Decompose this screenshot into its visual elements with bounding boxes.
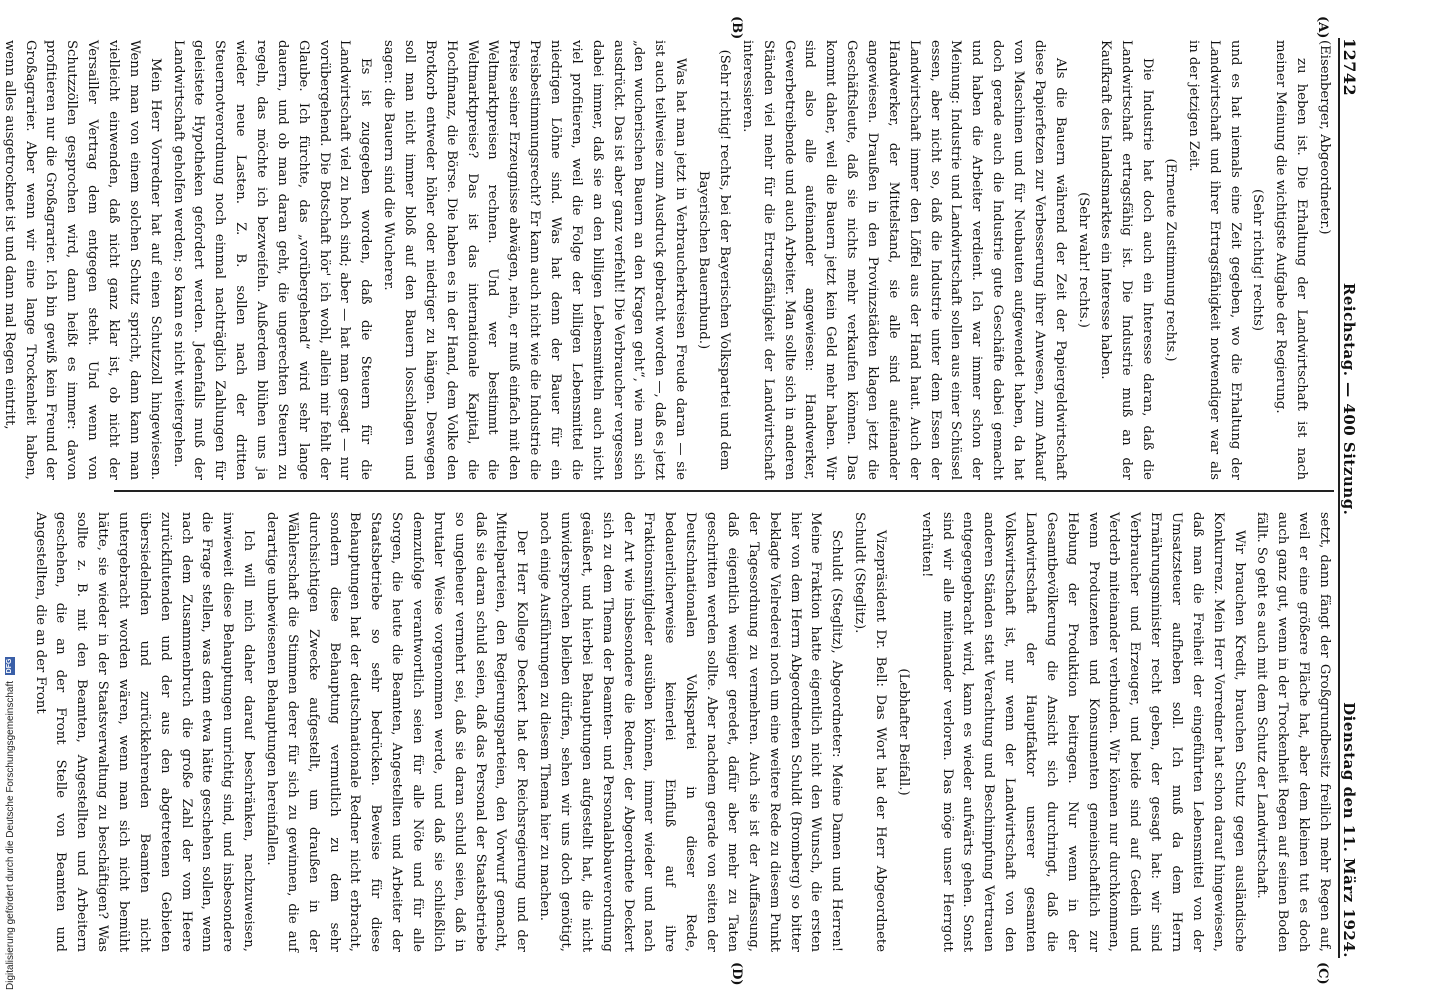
column-divider <box>114 490 1334 492</box>
paragraph: Wir brauchen Kredit, brauchen Schutz gegen ausländische Konkurrenz. Mein Herr Vorredner hat schon darauf hingewiesen, daß man die Freiheit der eingeführten Lebensmittel von der Umsatzsteuer aufheben soll. Ich muß da dem Herrn Ernährungsminister recht geben, der gesagt hat: wir sind Verbraucher und Erzeuger, und beide sind auf Gedeih und Verderb miteinander verbunden. Wir können nur durchkommen, wenn Produzenten und Konsumenten gemeinschaftlich zur Hebung der Produktion beitragen. Nur wenn in der Gesamtbevölkerung die Ansicht sich durchringt, daß die Landwirtschaft der Hauptfaktor unserer gesamten Volkswirtschaft ist, nur wenn der Landwirtschaft von den anderen Ständen statt Verachtung und Beschimpfung Vertrauen entgegengebracht wird, kann es wieder aufwärts gehen. Sonst sind wir alle miteinander verloren. Das möge unser Herrgott verhüten! <box>918 512 1247 952</box>
paragraph: (Lebhafter Beifall.) <box>895 668 911 796</box>
page-number: 12742 <box>1340 38 1359 97</box>
paragraph: Die Industrie hat doch auch ein Interesse daran, daß die Landwirtschaft ertragsfähig ist. Die Industrie muß an der Kaufkraft des Inlandsmarktes ein Interesse haben. <box>1098 40 1156 480</box>
paragraph: (Sehr richtig! rechts, bei der Bayerischen Volkspartei und dem Bayerischen Bauernbund.) <box>696 49 732 471</box>
paragraph: Was hat man jetzt in Verbraucherkreisen Freude daran — sie ist auch teilweise zum Ausdruck gebracht worden —, daß es jetzt „den wucherischen Bauern an den Kragen geht“, wie man sich ausdrückt. Das ist aber ganz verfehlt! Die Verbraucher vergessen dabei immer, daß sie an den billigen Lebensmitteln auch nicht viel profitieren, weil die Folge der billigen Lebensmittel die niedrigen Löhne sind. Was hat denn der Bauer für ein Preisbestimmungsrecht? Er kann auch nicht wie die Industrie die Preise seiner Erzeugnisse abwägen, nein, er muß einfach mit den Weltmarktpreisen rechnen. Und wer bestimmt die Weltmarktpreise? Das ist das internationale Kapital, die Hochfinanz, die Börse. Die haben es in der Hand, dem Volke den Brotkorb entweder höher oder niedriger zu hängen. Deswegen soll man nicht immer bloß auf den Bauern losschlagen und sagen: die Bauern sind die Wucherer. <box>381 40 689 480</box>
paragraph: Schuldt (Steglitz), Abgeordneter: Meine Damen und Herren! Meine Fraktion hatte eigentlich nicht den Wunsch, die ersten hier von dem Herrn Abgeordneten Schuldt (Bromberg) so bitter beklagte Vielrederei noch um eine weitere Rede zu diesem Punkt der Tagesordnung zu vermehren. Auch sie ist der Auffassung, daß eigentlich weniger geredet, dafür aber mehr zu Taten geschritten werden sollte. Aber nachdem gerade von seiten der Deutschnationalen Volkspartei in dieser Rede, bedauerlicherweise keinerlei Einfluß auf ihre Fraktionsmitglieder ausüben können, immer wieder und nach der Art wie insbesondere die Redner, der Abgeordnete Deckert sich zu dem Thema der Beamten- und Personalabbauverordnung geäußert, und hierbei Behauptungen aufgestellt hat, die nicht unwidersprochen bleiben dürfen, sehen wir uns doch genötigt, noch einige Ausführungen zu diesem Thema hier zu machen. <box>537 512 845 952</box>
margin-mark-c: (C) <box>1315 962 1330 985</box>
margin-mark-a: (A) <box>1315 16 1330 39</box>
header-date: Dienstag den 11. März 1924. <box>1340 702 1358 958</box>
paragraph: Ich will mich daher darauf beschränken, nachzuweisen, inwieweit diese Behauptungen unrichtig sind, und insbesondere die Frage stellen, was denn etwa hätte geschehen sollen, wenn nach dem Zusammenbruch die große Zahl der vom Heere zurückflutenden und der aus den abgetretenen Gebieten übersiedelnden und zurückkehrenden Beamten nicht untergebracht worden wären, wenn man sich nicht bemüht hätte, sie wieder in der Staatsverwaltung zu beschäftigen? Was sollte z. B. mit den Beamten, Angestellten und Arbeitern geschehen, die an der Front Stelle von Beamten und Angestellten, die an der Front <box>32 512 257 952</box>
margin-mark-b: (B) <box>729 16 744 40</box>
left-column <box>1 40 1334 480</box>
credit-text: Digitalisierung gefördert durch die Deutsche Forschungsgemeinschaft <box>4 680 16 990</box>
header-title: Reichstag. — 400 Sitzung. <box>1340 282 1358 516</box>
paragraph: (Sehr wahr! rechts.) <box>1075 192 1091 328</box>
paragraph: Vizepräsident Dr. Bell: Das Wort hat der Herr Abgeordnete Schuldt (Steglitz). <box>852 512 888 952</box>
paragraph: und es hat niemals eine Zeit gegeben, wo die Erhaltung der Landwirtschaft und ihrer Ertragsfähigkeit notwendiger war als in der jetzigen Zeit. <box>1185 40 1243 480</box>
paragraph: (Eisenberger, Abgeordneter.) <box>1317 40 1332 235</box>
paragraph: Als die Bauern während der Zeit der Papiergeldwirtschaft diese Papierfetzen zur Verbesserung ihrer Anwesen, zum Ankauf von Maschinen und für Neubauten aufgewendet haben, da hat doch gerade auch die Industrie gute Geschäfte dabei gemacht und haben die Arbeiter verdient. Ich war immer schon der Meinung: Industrie und Landwirtschaft sollen aus einer Schüssel essen, aber nicht so, daß die Industrie unter dem Essen der Landwirtschaft immer den Löffel aus der Hand haut. Auch der Handwerker, der Mittelstand, sie alle sind aufeinander angewiesen. Draußen in den Provinzstädten klagen jetzt die Geschäftsleute, daß sie nichts mehr verkaufen können. Das kommt daher, weil die Bauern jetzt kein Geld mehr haben. Wir sind also alle aufeinander angewiesen: Handwerker, Gewerbetreibende und auch Arbeiter. Man sollte sich in anderen Ständen viel mehr für die Ertragsfähigkeit der Landwirtschaft interessieren. <box>739 40 1068 480</box>
paragraph: Es ist zugegeben worden, daß die Steuern für die Landwirtschaft viel zu hoch sind; aber — hat man gesagt — nur vorübergehend. Die Botschaft hör' ich wohl, allein mir fehlt der Glaube. Ich fürchte, das „vorübergehend“ wird sehr lange dauern, und ob man daran geht, die ungerechten Steuern zu regeln, das möchte ich bezweifeln. Außerdem blühen uns ja wieder neue Lasten. Z. B. sollen nach der dritten Steuernotverordnung noch einmal nachträglich Zahlungen für geleistete Hypotheken gefordert werden. Jedenfalls muß der Landwirtschaft geholfen werden; so kann es nicht weitergehen. <box>170 40 374 480</box>
paragraph: (Sehr richtig! rechts) <box>1250 188 1266 332</box>
paragraph: setzt, dann fängt der Großgrundbesitz freilich mehr Regen auf, weil er eine größere Fläche hat, aber dem kleinen tut es doch auch ganz gut, wenn in der Trockenheit Regen auf seinen Boden fällt. So geht es auch mit dem Schutz der Landwirtschaft. <box>1254 512 1332 952</box>
paragraph: zu heben ist. Die Erhaltung der Landwirtschaft ist nach meiner Meinung die wichtigste Aufgabe der Regierung. <box>1273 40 1310 480</box>
dfg-logo: DFG <box>6 658 13 674</box>
paragraph: (Erneute Zustimmung rechts.) <box>1162 158 1178 362</box>
page-header <box>1338 38 1368 958</box>
right-column <box>32 512 1334 952</box>
paragraph: Der Herr Kollege Deckert hat der Reichsregierung und der Mittelparteien, den Regierungsparteien, den Vorwurf gemacht, daß sie daran schuld seien, daß das Personal der Staatsbetriebe so ungeheuer vermehrt sei, daß sie daran schuld seien, daß in brutaler Weise vorgenommen werde, und daß sie schließlich demzufolge verantwortlich seien für alle Nöte und für alle Sorgen, die heute die Beamten, Angestellten und Arbeiter der Staatsbetriebe so sehr bedrücken. Beweise für diese Behauptungen hat der deutschnationale Redner nicht erbracht, sondern diese Behauptung vermutlich zu dem sehr durchsichtigen Zwecke aufgestellt, um draußen in der Wählerschaft die Stimmen derer für sich zu gewinnen, die auf derartige unbewiesenen Behauptungen hereinfallen. <box>264 512 530 952</box>
digitization-credit <box>2 300 18 990</box>
margin-mark-d: (D) <box>729 962 744 986</box>
paragraph: Mein Herr Vorredner hat auf einen Schutzzoll hingewiesen. Wenn man von einem solchen Schutz spricht, dann kann man vielleicht einwenden, daß nicht ganz klar ist, ob nicht der Versailler Vertrag dem entgegen steht. Und wenn von Schutzzöllen gesprochen wird, dann heißt es immer: davon profitieren nur die Großagrarier. Ich bin gewiß kein Freund der Großagrarier. Aber wenn wir eine lange Trockenheit haben, wenn alles ausgetrocknet ist und dann mal Regen eintritt, <box>1 40 163 480</box>
